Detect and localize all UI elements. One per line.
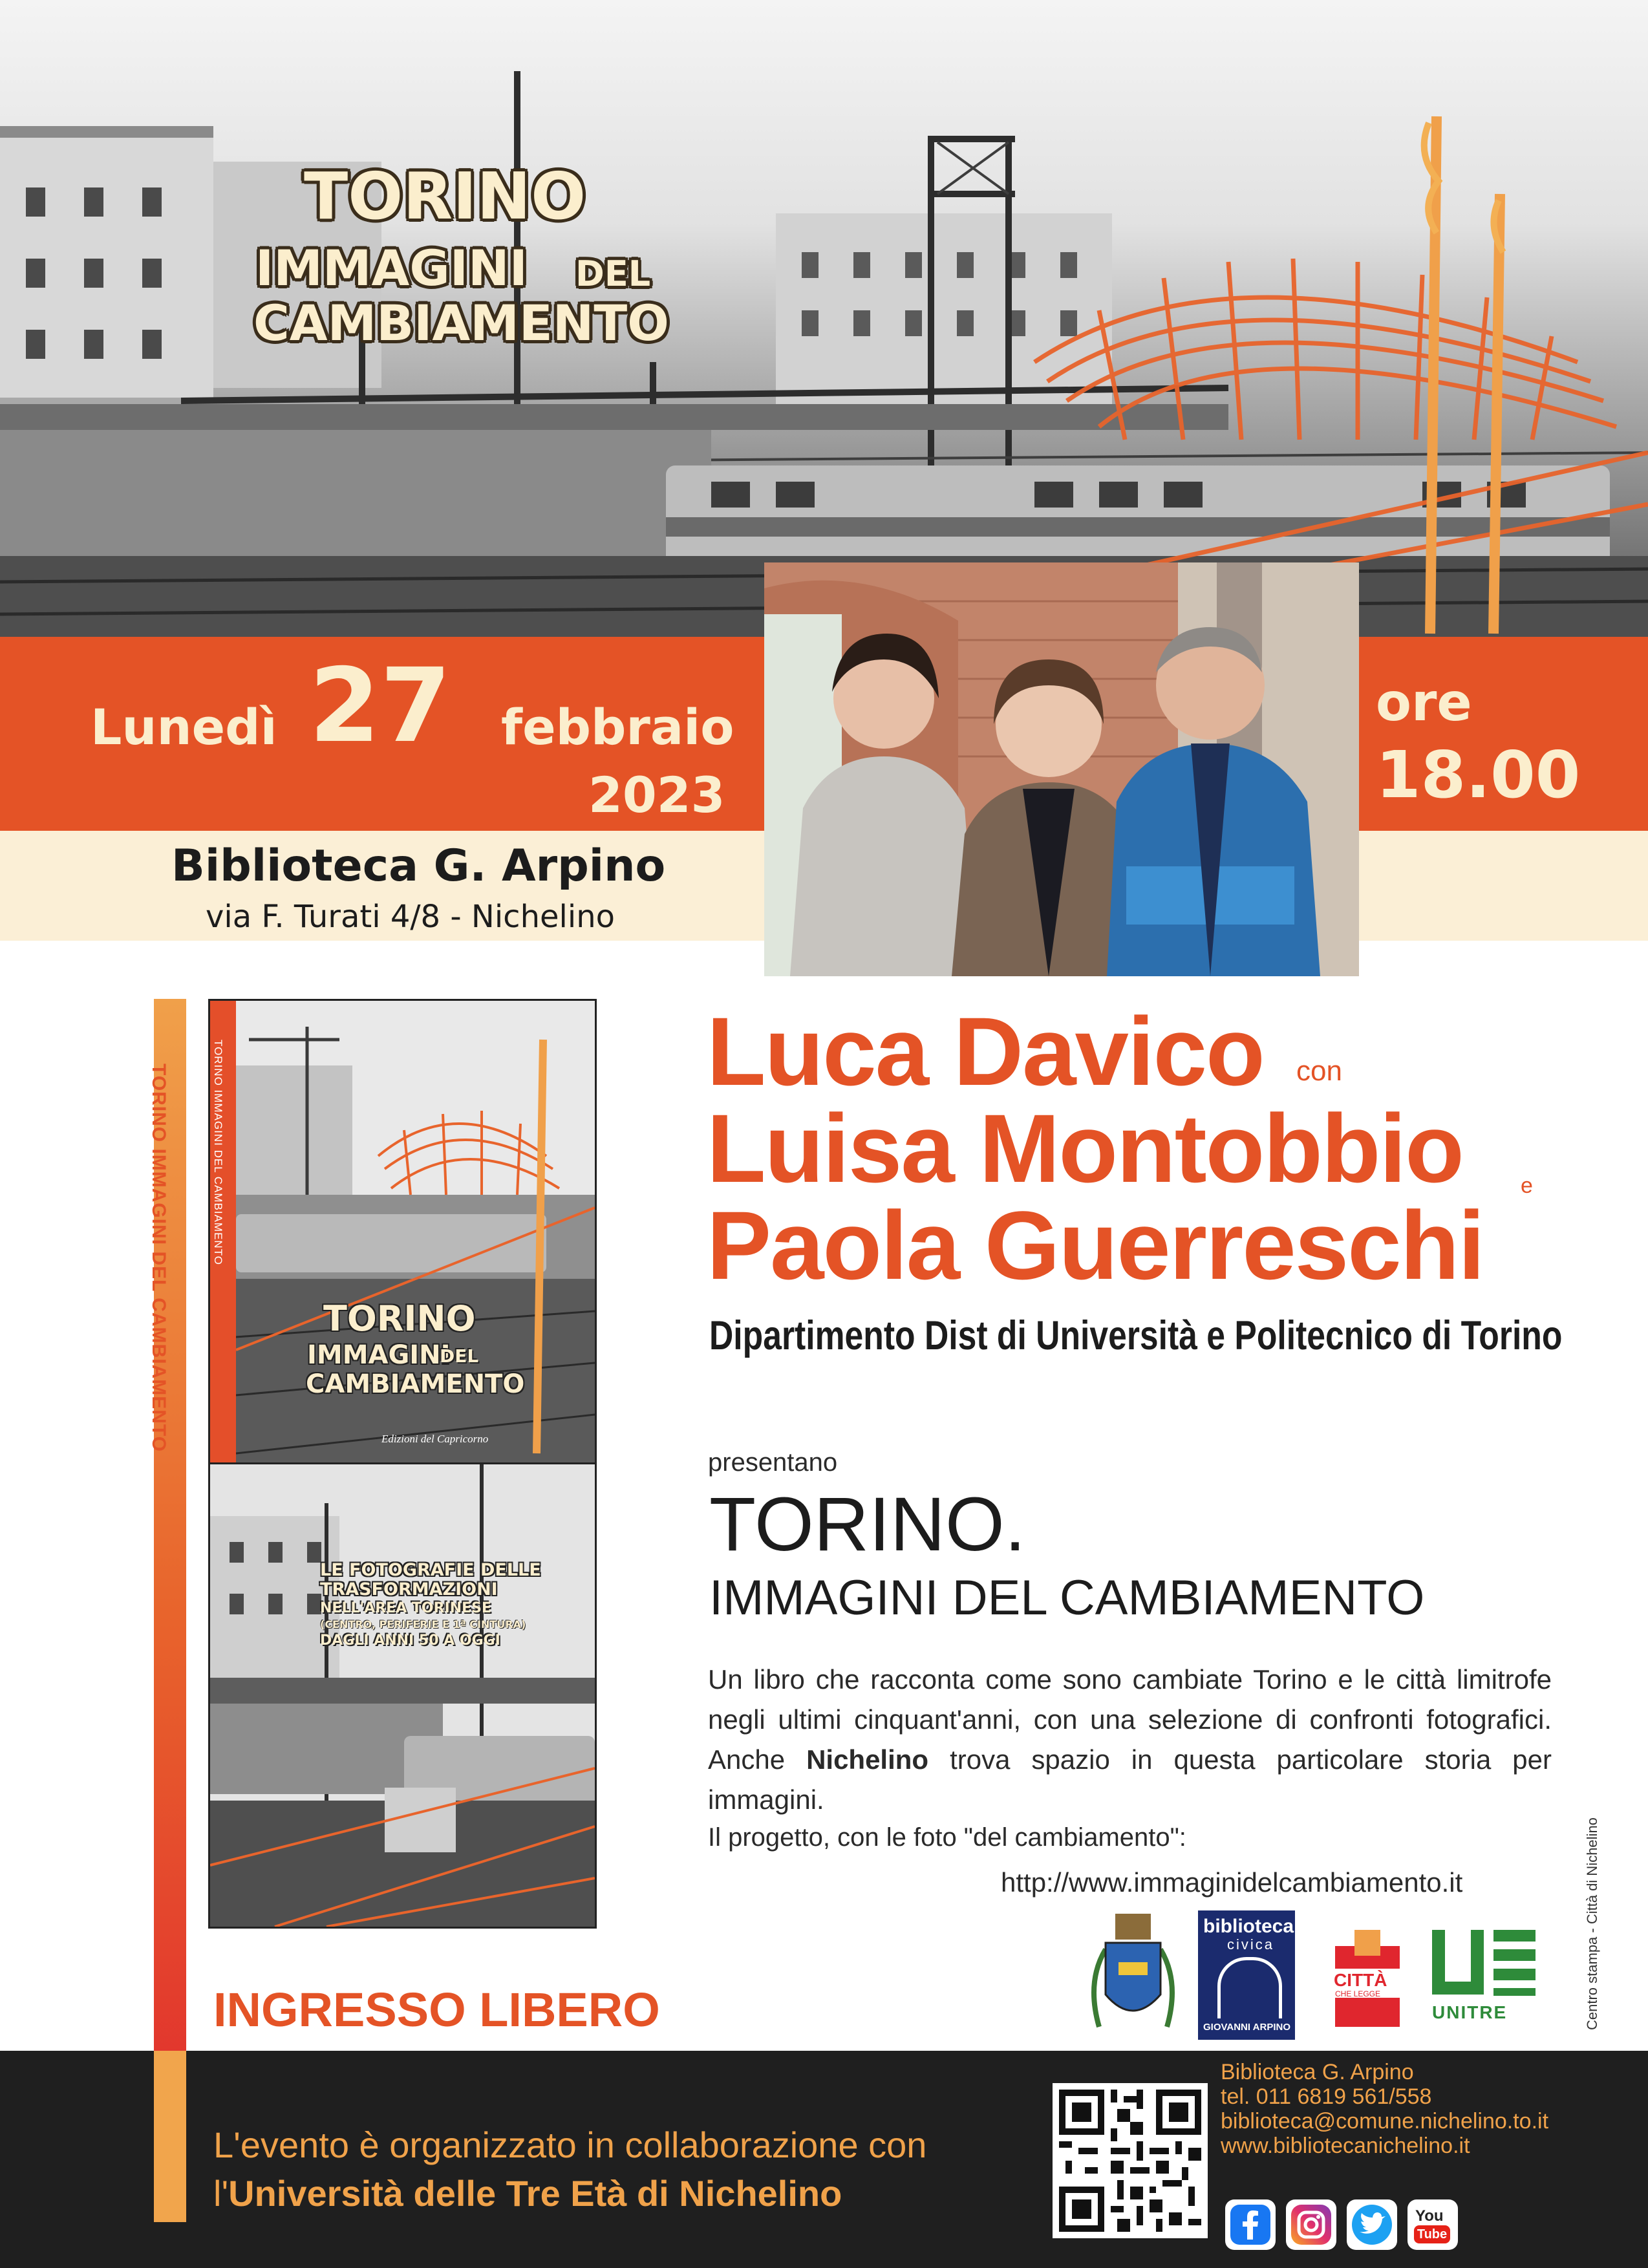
free-entry-label: INGRESSO LIBERO: [213, 1983, 660, 2037]
youtube-icon[interactable]: You Tube: [1407, 2199, 1458, 2250]
event-time: 18.00: [1376, 737, 1581, 813]
contact-email[interactable]: biblioteca@comune.nichelino.to.it: [1221, 2109, 1549, 2134]
unitre-name: Università delle Tre Età di Nichelino: [228, 2173, 842, 2214]
book-front-cover: [208, 999, 597, 1471]
contact-website[interactable]: www.bibliotecanichelino.it: [1221, 2134, 1470, 2158]
hero-title-immagini: IMMAGINI: [255, 239, 528, 297]
back-cover-line-1: LE FOTOGRAFIE DELLE: [320, 1560, 541, 1580]
speaker-luisa-montobbio: Luisa Montobbio: [707, 1094, 1463, 1203]
speakers-photo: [764, 562, 1359, 976]
nichelino-coat-of-arms-logo: [1086, 1910, 1180, 2040]
citta-che-legge-logo: CITTÀ CHE LEGGE: [1329, 1930, 1406, 2027]
unitre-logo: UNITRE: [1429, 1930, 1539, 2027]
venue-name: Biblioteca G. Arpino: [171, 840, 666, 892]
hero-title-del: DEL: [575, 253, 651, 294]
event-weekday: Lunedì: [91, 698, 277, 756]
event-month: febbraio: [501, 698, 734, 756]
vertical-book-title: TORINO IMMAGINI DEL CAMBIAMENTO: [148, 1064, 169, 1452]
book-title: TORINO.: [709, 1482, 1026, 1567]
qr-code[interactable]: [1053, 2083, 1208, 2238]
highlight-nichelino: Nichelino: [806, 1744, 929, 1775]
footer-collab-line1: L'evento è organizzato in collaborazione con: [213, 2124, 927, 2165]
cover-title-cambiamento: CAMBIAMENTO: [306, 1369, 525, 1399]
instagram-icon[interactable]: [1286, 2199, 1336, 2250]
print-credit: Centro stampa - Città di Nichelino: [1584, 1817, 1600, 2030]
hero-title-cambiamento: CAMBIAMENTO: [253, 294, 669, 352]
back-cover-line-3: NELL'AREA TORINESE: [320, 1600, 492, 1616]
contact-name: Biblioteca G. Arpino: [1221, 2060, 1414, 2084]
publisher-name: Edizioni del Capricorno: [381, 1433, 489, 1445]
hero-banner: [0, 0, 1648, 637]
event-day: 27: [309, 647, 451, 765]
twitter-icon[interactable]: [1347, 2199, 1397, 2250]
cover-title-immagini: IMMAGINI: [307, 1340, 451, 1370]
book-subtitle: IMMAGINI DEL CAMBIAMENTO: [709, 1570, 1425, 1625]
biblioteca-civica-logo: biblioteca civica GIOVANNI ARPINO: [1198, 1910, 1295, 2040]
project-url[interactable]: http://www.immaginidelcambiamento.it: [1001, 1867, 1463, 1898]
speakers-affiliation: Dipartimento Dist di Università e Politecnico di Torino: [709, 1313, 1563, 1358]
presentano-label: presentano: [708, 1448, 838, 1477]
footer-collab-line2: l'Università delle Tre Età di Nichelino: [213, 2173, 842, 2214]
contact-phone[interactable]: tel. 011 6819 561/558: [1221, 2084, 1432, 2109]
book-description: Un libro che racconta come sono cambiate Torino e le città limitrofe negli ultimi cinquant'anni, con una selezione di confronti fotografici. Anche Nichelino trova spazio in questa particolare storia per immagini.: [708, 1664, 1552, 1815]
cover-title-del: DEL: [440, 1345, 479, 1367]
connector-e: e: [1521, 1173, 1533, 1198]
book-back-cover: [208, 1462, 597, 1929]
back-cover-line-2: TRASFORMAZIONI: [320, 1579, 498, 1599]
hero-title-torino: TORINO: [304, 158, 586, 234]
event-year: 2023: [588, 766, 725, 824]
project-line: Il progetto, con le foto "del cambiamento":: [708, 1823, 1186, 1852]
footer-accent-bar: [154, 2051, 186, 2222]
back-cover-line-4: (CENTRO, PERIFERIE E 1ª CINTURA): [320, 1618, 526, 1631]
station-photo: [0, 0, 1648, 637]
back-cover-line-5: DAGLI ANNI 50 A OGGI: [320, 1632, 500, 1649]
speaker-paola-guerreschi: Paola Guerreschi: [707, 1191, 1484, 1300]
event-time-label: ore: [1376, 672, 1472, 733]
cover-title-torino: TORINO: [323, 1298, 476, 1339]
book-spine-text: TORINO IMMAGINI DEL CAMBIAMENTO: [212, 1040, 224, 1265]
speaker-luca-davico: Luca Davico: [707, 997, 1264, 1106]
venue-address: via F. Turati 4/8 - Nichelino: [206, 899, 615, 935]
connector-con: con: [1296, 1055, 1342, 1087]
facebook-icon[interactable]: [1225, 2199, 1276, 2250]
